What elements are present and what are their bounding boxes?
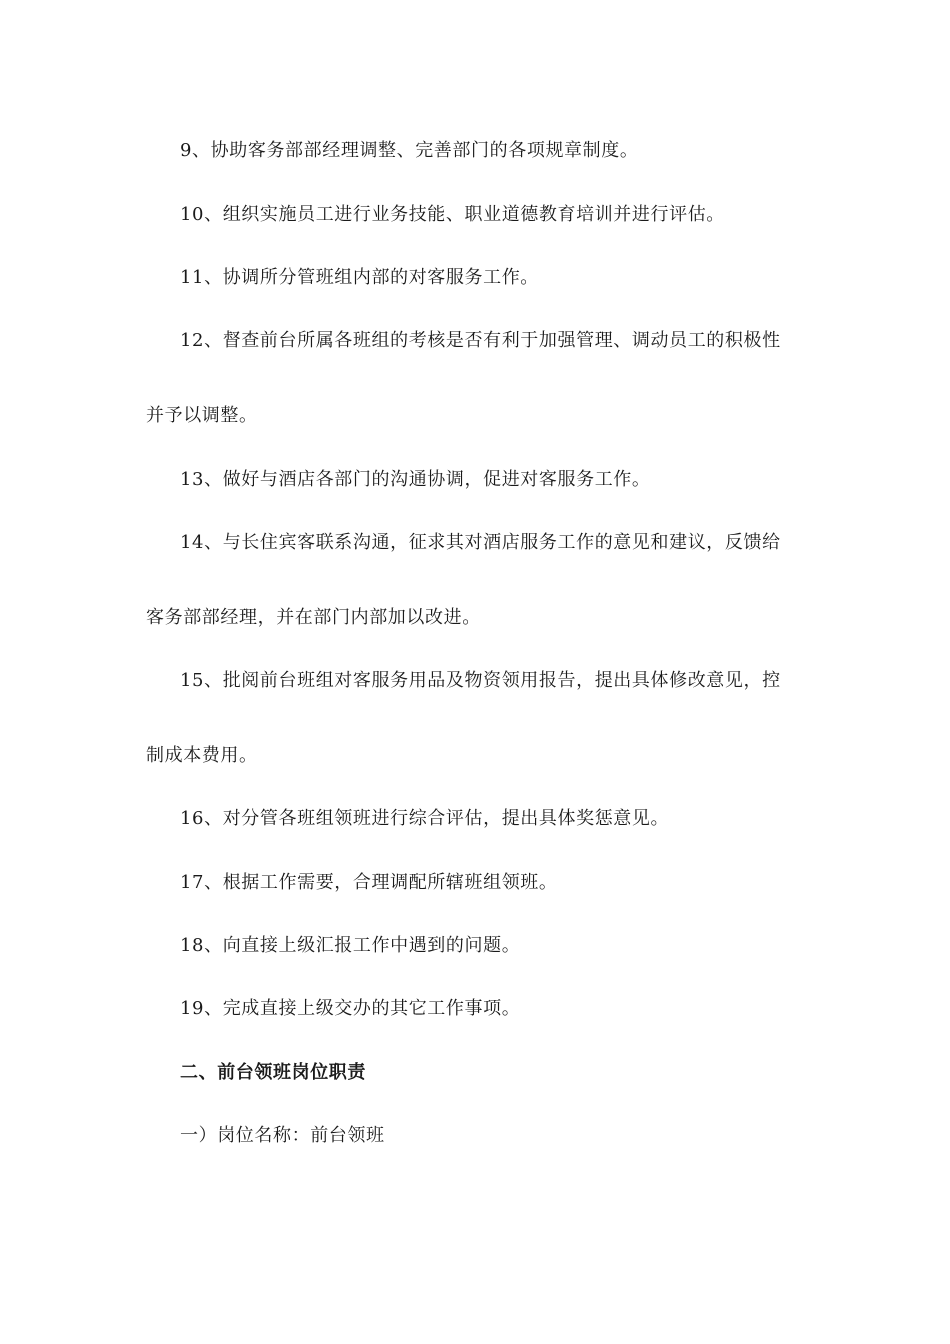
duty-item-14: 14、与长住宾客联系沟通，征求其对酒店服务工作的意见和建议，反馈给 (180, 532, 781, 553)
duty-item-13: 13、做好与酒店各部门的沟通协调，促进对客服务工作。 (180, 469, 651, 490)
duty-item-14-continuation: 客务部部经理，并在部门内部加以改进。 (146, 607, 481, 628)
duty-item-15-continuation: 制成本费用。 (146, 745, 258, 766)
duty-item-9: 9、协助客务部部经理调整、完善部门的各项规章制度。 (180, 140, 639, 161)
subsection-heading: 一）岗位名称：前台领班 (180, 1125, 385, 1146)
duty-item-12-continuation: 并予以调整。 (146, 405, 258, 426)
duty-item-19: 19、完成直接上级交办的其它工作事项。 (180, 998, 521, 1019)
duty-item-10: 10、组织实施员工进行业务技能、职业道德教育培训并进行评估。 (180, 204, 725, 225)
duty-item-18: 18、向直接上级汇报工作中遇到的问题。 (180, 935, 521, 956)
duty-item-17: 17、根据工作需要，合理调配所辖班组领班。 (180, 872, 558, 893)
duty-item-15: 15、批阅前台班组对客服务用品及物资领用报告，提出具体修改意见，控 (180, 670, 781, 691)
section-heading: 二、前台领班岗位职责 (180, 1062, 366, 1083)
duty-item-12: 12、督查前台所属各班组的考核是否有利于加强管理、调动员工的积极性 (180, 330, 781, 351)
duty-item-11: 11、协调所分管班组内部的对客服务工作。 (180, 267, 539, 288)
duty-item-16: 16、对分管各班组领班进行综合评估，提出具体奖惩意见。 (180, 808, 670, 829)
